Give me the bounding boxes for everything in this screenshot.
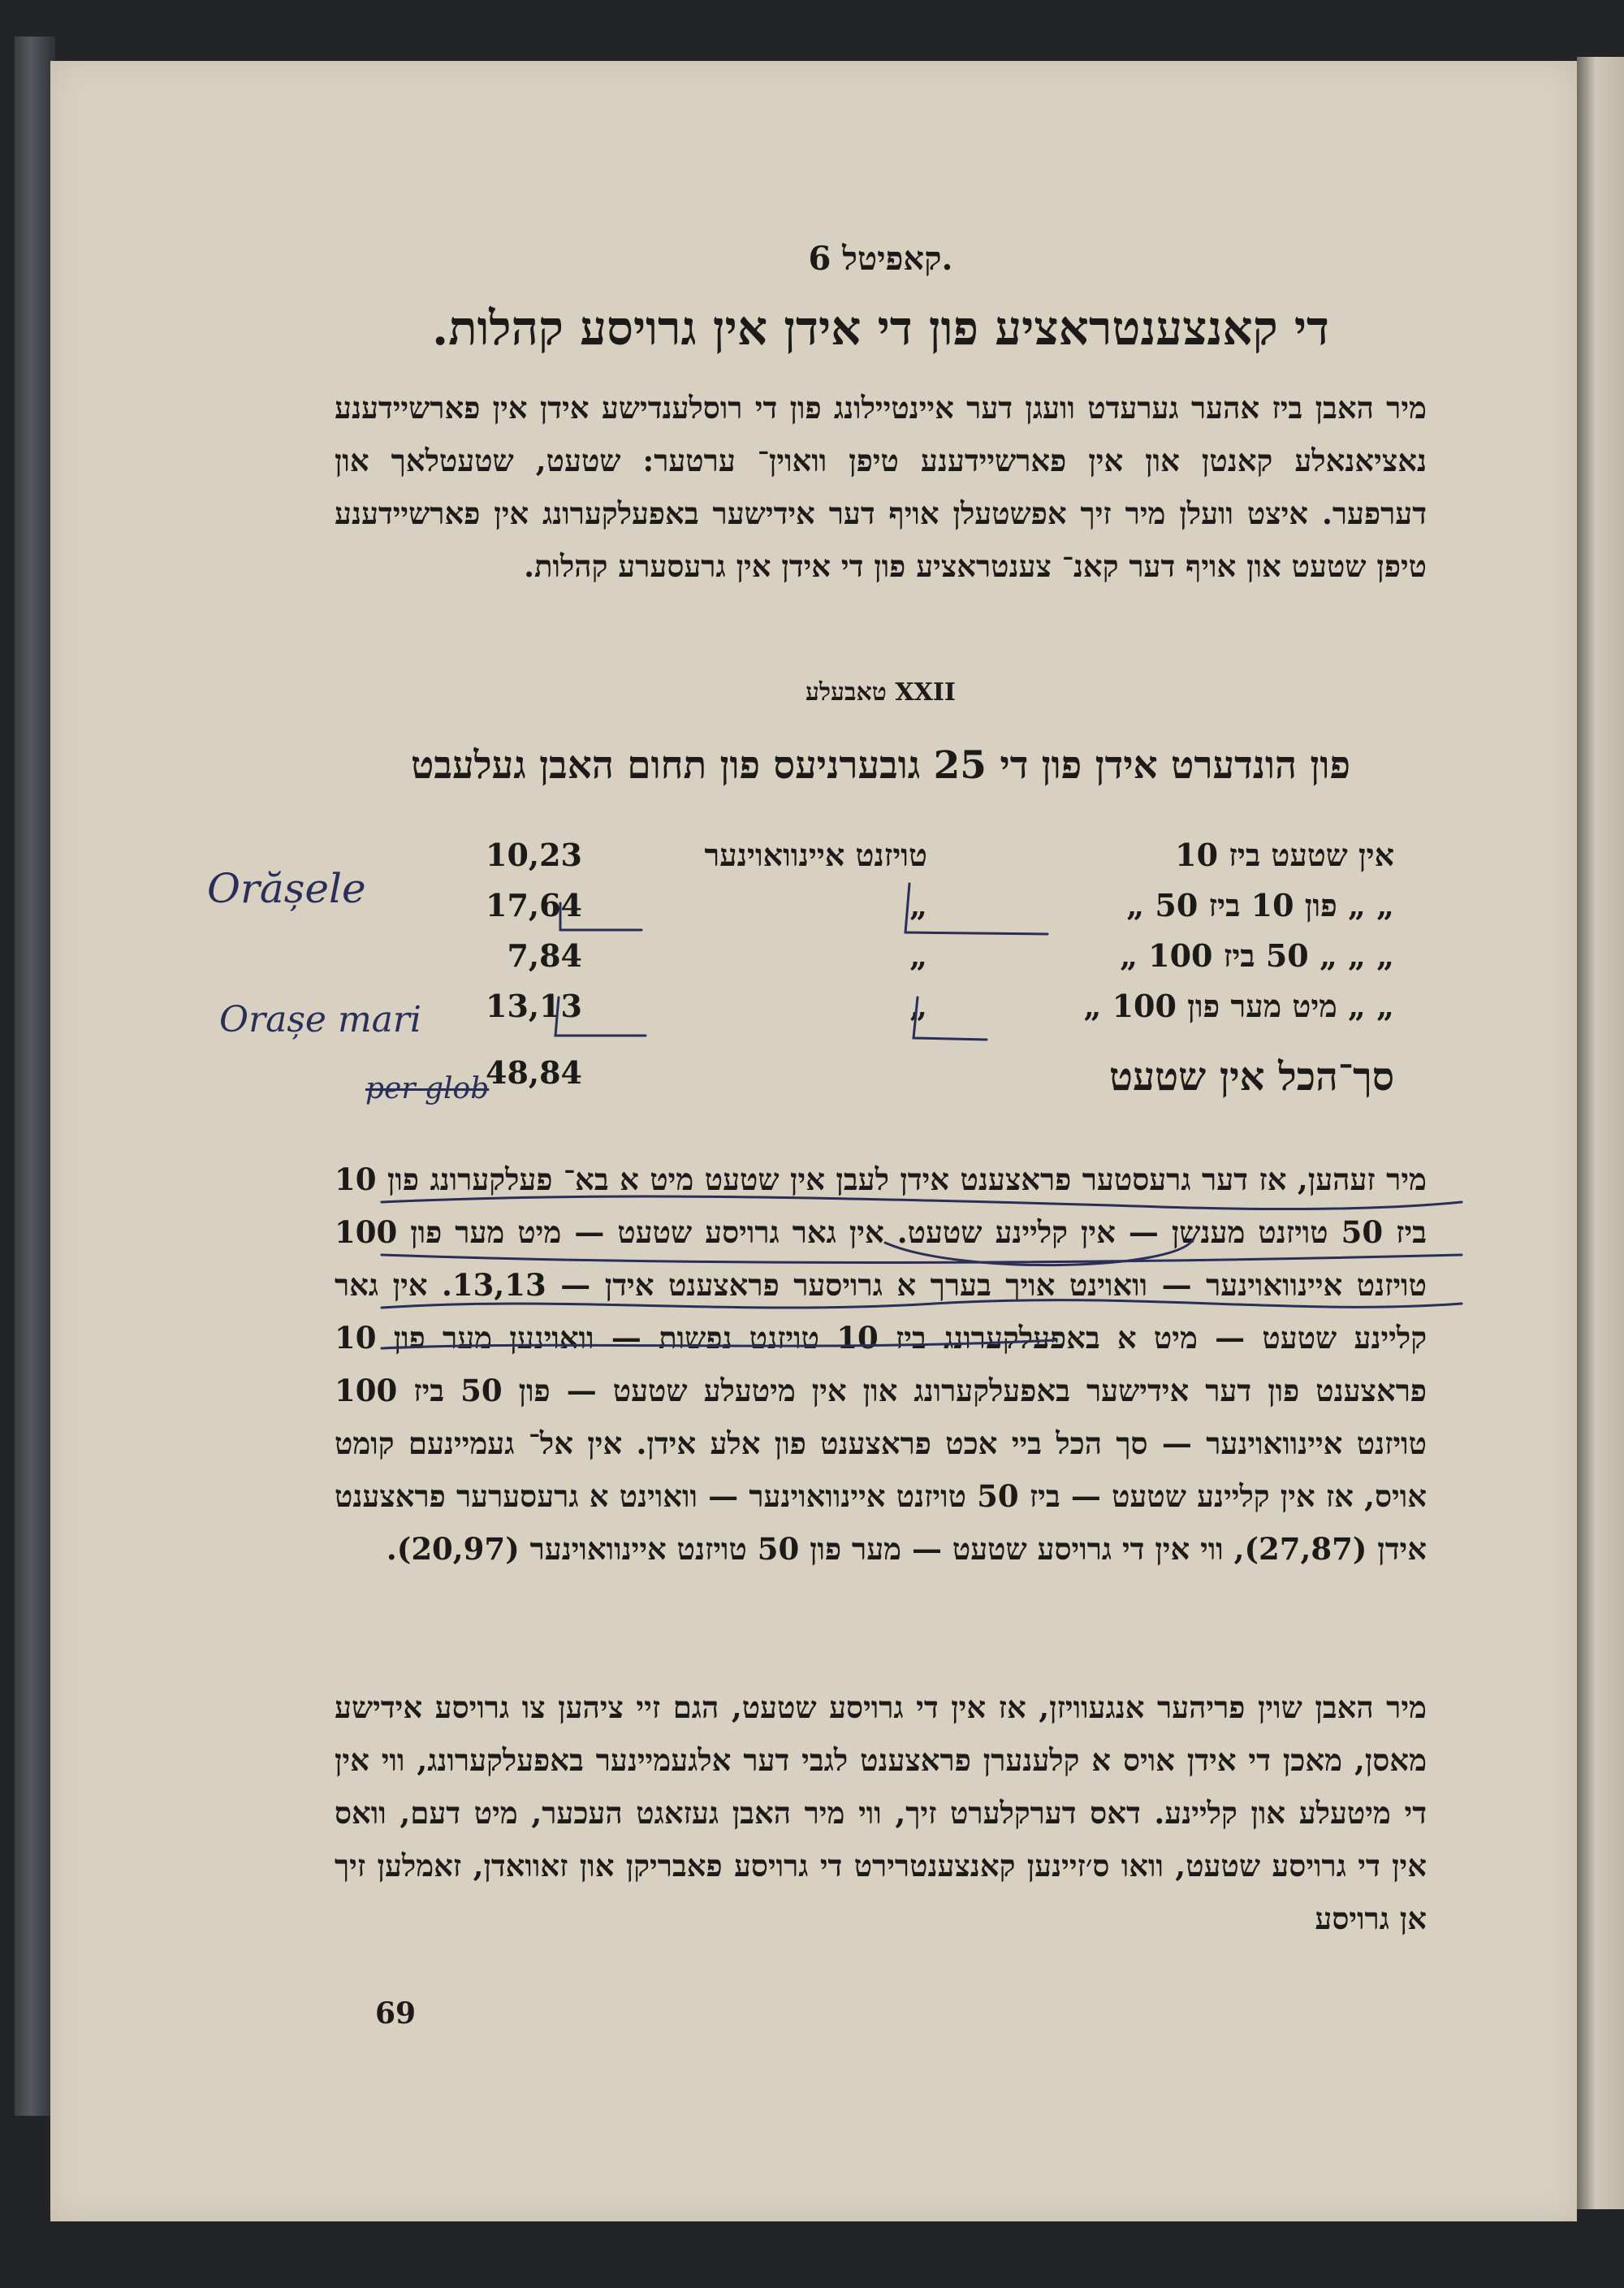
intro-paragraph: מיר האבן ביז אהער גערעדט וועגן דער איינטיילונג פון די רוסלענדישע אידן אין פארשיידענע נאציאנאלע קאנטן און אין פארשיידענע טיפן וואוין־ ערטער: שטעט, שטעטלאך און דערפער. איצט וועלן מיר זיך אפשטעלן אויף דער אידישער באפעלקערונג אין פארשיידענע טיפן שטעט און אויף דער קאנ־ צענטראציע פון די אידן אין גרעסערע קהלות. — [335, 390, 1427, 584]
table-row — [335, 937, 1427, 982]
closing-paragraph: מיר האבן שוין פריהער אנגעוויזן, אז אין די גרויסע שטעט, הגם זיי ציהען צו גרויסע אידישע מאסן, מאכן די אידן אויס א קלענערן פראצענט לגבי דער אלגעמיינער באפעלקערונג, ווי אין די מיטעלע און קליינע. דאס דערקלערט זיך, ווי מיר האבן געזאגט העכער, מיט דעם, וואס אין די גרויסע שטעט, וואו ס׳זיינען קאנצענטרירט די גרויסע פאבריקן און זאוואדן, זאמלען זיך אן גרויסע — [335, 1689, 1427, 1936]
table-title: פון הונדערט אידן פון די 25 גובערניעס פון תחום האבן געלעבט — [410, 743, 1351, 788]
page-number: 69 — [375, 1996, 417, 2031]
handwritten-note: per glob — [365, 1072, 490, 1105]
row-label: אין שטעט ביז 10 — [1175, 837, 1394, 873]
row-unit: טויזנט איינוואוינער — [704, 837, 927, 873]
total-label: סך־הכל אין שטעט — [1109, 1054, 1394, 1100]
book-binding — [15, 37, 55, 2116]
table-row — [335, 887, 1427, 932]
row-value: 10,23 — [486, 837, 582, 873]
total-value: 48,84 — [486, 1054, 582, 1091]
row-unit: „ — [909, 937, 927, 974]
chapter-title: די קאנצענטראציע פון די אידן אין גרויסע קהלות. — [432, 301, 1329, 356]
handwritten-note: Orășele — [207, 865, 366, 912]
table-row — [335, 837, 1427, 881]
row-label: „ „ מיט מער פון 100 „ — [1083, 988, 1394, 1024]
row-value: 7,84 — [507, 937, 582, 974]
next-page-edge — [1577, 57, 1624, 2209]
table-total-row — [335, 1054, 1427, 1099]
row-label: „ „ פון 10 ביז 50 „ — [1126, 887, 1394, 923]
body-paragraph: מיר זעהען, אז דער גרעסטער פראצענט אידן לעבן אין שטעט מיט א בא־ פעלקערונג פון 10 ביז 50 טויזנט מענשן — אין קליינע שטעט. אין גאר גרויסע שטעט — מיט מער פון 100 טויזנט איינוואוינער — וואוינט אויך בערך א גרויסער פראצענט אידן — 13,13. אין גאר קליינע שטעט — מיט א באפעלקערונג ביז 10 טויזנט נפשות — וואוינען מער פון 10 פראצענט פון דער אידישער באפעלקערונג און אין מיטעלע שטעט — פון 50 ביז 100 טויזנט איינוואוינער — סך הכל ביי אכט פראצענט פון אלע אידן. אין אל־ געמיינעם קומט אויס, אז אין קליינע שטעט — ביז 50 טויזנט איינוואוינער — וואוינט א גרעסערער פראצענט אידן (27,87), ווי אין די גרויסע שטעט — מער פון 50 טויזנט איינוואוינער (20,97). — [335, 1161, 1427, 1567]
row-label: „ „ „ 50 ביז 100 „ — [1120, 937, 1394, 974]
handwritten-note: Orașe mari — [219, 999, 422, 1040]
table-row — [335, 988, 1427, 1032]
row-value: 13,13 — [486, 988, 582, 1024]
row-unit: „ — [909, 988, 927, 1024]
chapter-heading: קאפיטל 6. — [808, 240, 953, 278]
table-label: טאבעלע XXII — [806, 678, 956, 707]
row-unit: „ — [909, 887, 927, 923]
row-value: 17,64 — [486, 887, 582, 923]
